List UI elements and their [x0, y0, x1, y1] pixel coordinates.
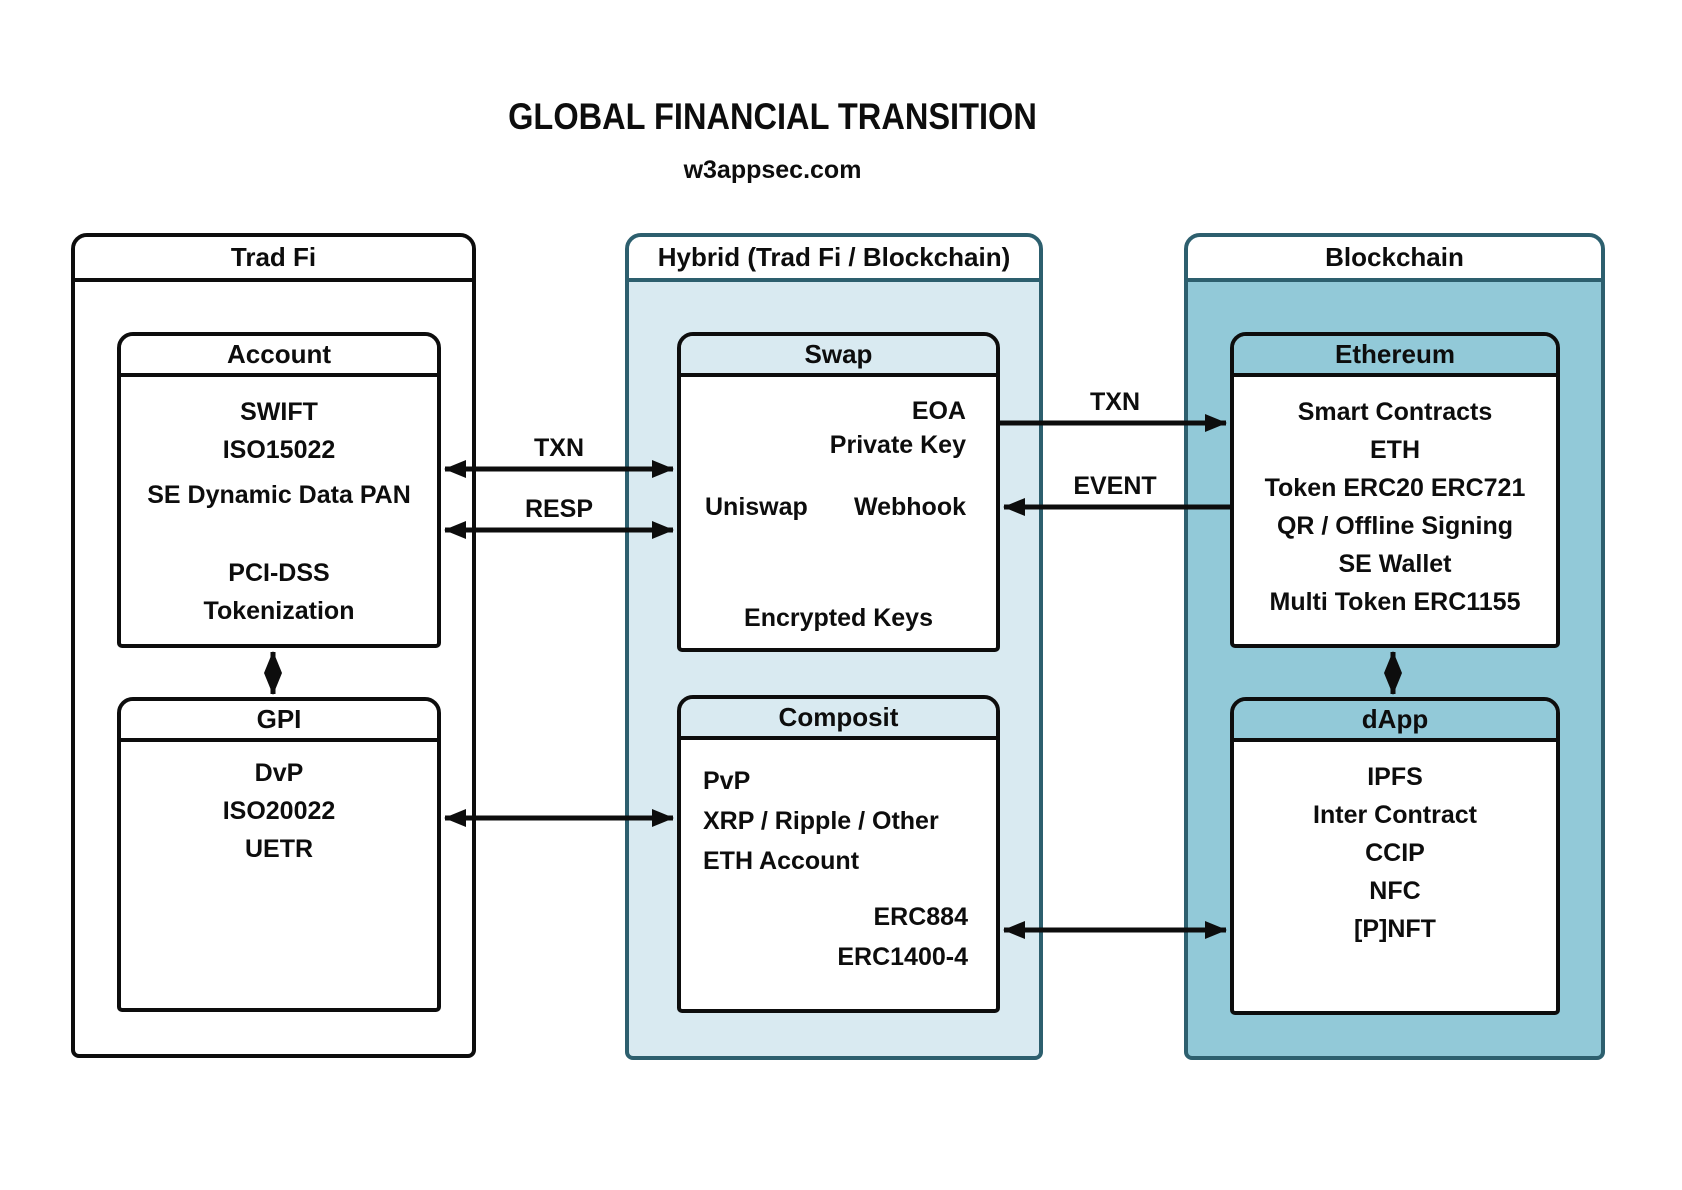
box-swap-mid-row [705, 488, 966, 526]
box-gpi-content [121, 742, 437, 868]
content-line: Multi Token ERC1155 [1269, 588, 1521, 616]
site-subtitle: w3appsec.com [683, 156, 862, 184]
content-line: Private Key [829, 431, 966, 459]
box-composit-right-block [837, 897, 968, 977]
box-account-header: Account [121, 336, 437, 377]
content-line: XRP / Ripple / Other [703, 807, 939, 835]
arrow-label-txn-left: TXN [534, 434, 584, 462]
column-hybrid-header: Hybrid (Trad Fi / Blockchain) [629, 237, 1039, 282]
box-gpi-header: GPI [121, 701, 437, 742]
box-gpi [117, 697, 441, 1012]
box-ethereum [1230, 332, 1560, 648]
box-dapp-header: dApp [1234, 701, 1556, 742]
content-line: ETH [1370, 436, 1420, 464]
content-line: Smart Contracts [1297, 398, 1493, 426]
content-line: ERC1400-4 [837, 943, 968, 971]
content-line: Tokenization [203, 597, 355, 625]
arrow-label-event: EVENT [1073, 472, 1157, 500]
box-composit [677, 695, 1000, 1013]
box-dapp-content [1234, 742, 1556, 948]
content-line: ERC884 [873, 903, 968, 931]
column-blockchain-header: Blockchain [1188, 237, 1601, 282]
box-swap [677, 332, 1000, 652]
column-tradfi-header: Trad Fi [75, 237, 472, 282]
box-account-content [121, 377, 437, 630]
content-line: Encrypted Keys [744, 604, 933, 632]
content-line: ISO15022 [222, 436, 336, 464]
content-line: SWIFT [240, 398, 318, 426]
arrow-label-resp: RESP [524, 495, 594, 523]
content-line: ISO20022 [222, 797, 336, 825]
box-ethereum-content [1234, 377, 1556, 621]
box-composit-left-block [703, 761, 939, 881]
content-line: CCIP [1365, 839, 1425, 867]
content-line: Uniswap [705, 493, 808, 521]
content-line: SE Dynamic Data PAN [147, 481, 411, 509]
box-swap-eoa-block [830, 394, 966, 462]
box-swap-encrypted-keys [681, 599, 996, 637]
content-line: DvP [254, 759, 304, 787]
page-title: GLOBAL FINANCIAL TRANSITION [508, 96, 1037, 137]
box-dapp [1230, 697, 1560, 1015]
box-account [117, 332, 441, 648]
content-line: Inter Contract [1313, 801, 1477, 829]
content-line: Token ERC20 ERC721 [1264, 474, 1526, 502]
arrow-label-txn-right: TXN [1090, 388, 1140, 416]
content-line: NFC [1369, 877, 1421, 905]
content-line: UETR [244, 835, 314, 863]
content-line: [P]NFT [1354, 915, 1436, 943]
content-line: Webhook [853, 493, 966, 521]
box-swap-header: Swap [681, 336, 996, 377]
box-composit-header: Composit [681, 699, 996, 740]
content-line: IPFS [1367, 763, 1423, 791]
content-line: PvP [703, 767, 751, 795]
content-line: SE Wallet [1338, 550, 1452, 578]
content-line: PCI-DSS [228, 559, 330, 587]
content-line: QR / Offline Signing [1276, 512, 1514, 540]
box-ethereum-header: Ethereum [1234, 336, 1556, 377]
content-line: EOA [911, 397, 966, 425]
content-line: ETH Account [703, 847, 860, 875]
